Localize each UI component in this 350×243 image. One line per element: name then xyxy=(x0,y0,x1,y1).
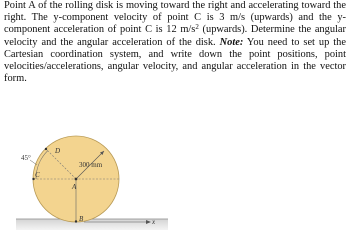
note-text: You need to set up the Cartesian coordination system, and write down the point positions, point velocities/accelerations, angular velocity, and angular acceleration in the vector form. xyxy=(4,36,346,85)
radius-label: 300 mm xyxy=(79,161,103,169)
problem-text-part2: (upwards). Determine the angular velocity and the angular acceleration of the disk. xyxy=(4,24,346,48)
ground xyxy=(16,219,168,230)
label-d: D xyxy=(55,147,61,155)
point-a-marker xyxy=(75,178,78,181)
x-axis-label: x xyxy=(152,218,156,226)
point-d-marker xyxy=(45,148,47,150)
angle-label: 45° xyxy=(21,154,31,162)
note-label: Note: xyxy=(219,36,244,48)
problem-text-part1: Point A of the rolling disk is moving toward the right and accelerating toward the right. The y-component velocity of point C is 3 m/s (upwards) and the y-component acceleration of point C is 12 m/s xyxy=(4,0,346,36)
point-b-marker xyxy=(75,220,77,222)
label-a: A xyxy=(72,183,77,191)
exponent: 2 xyxy=(195,23,199,32)
label-b: B xyxy=(79,215,84,223)
label-c: C xyxy=(35,171,40,179)
